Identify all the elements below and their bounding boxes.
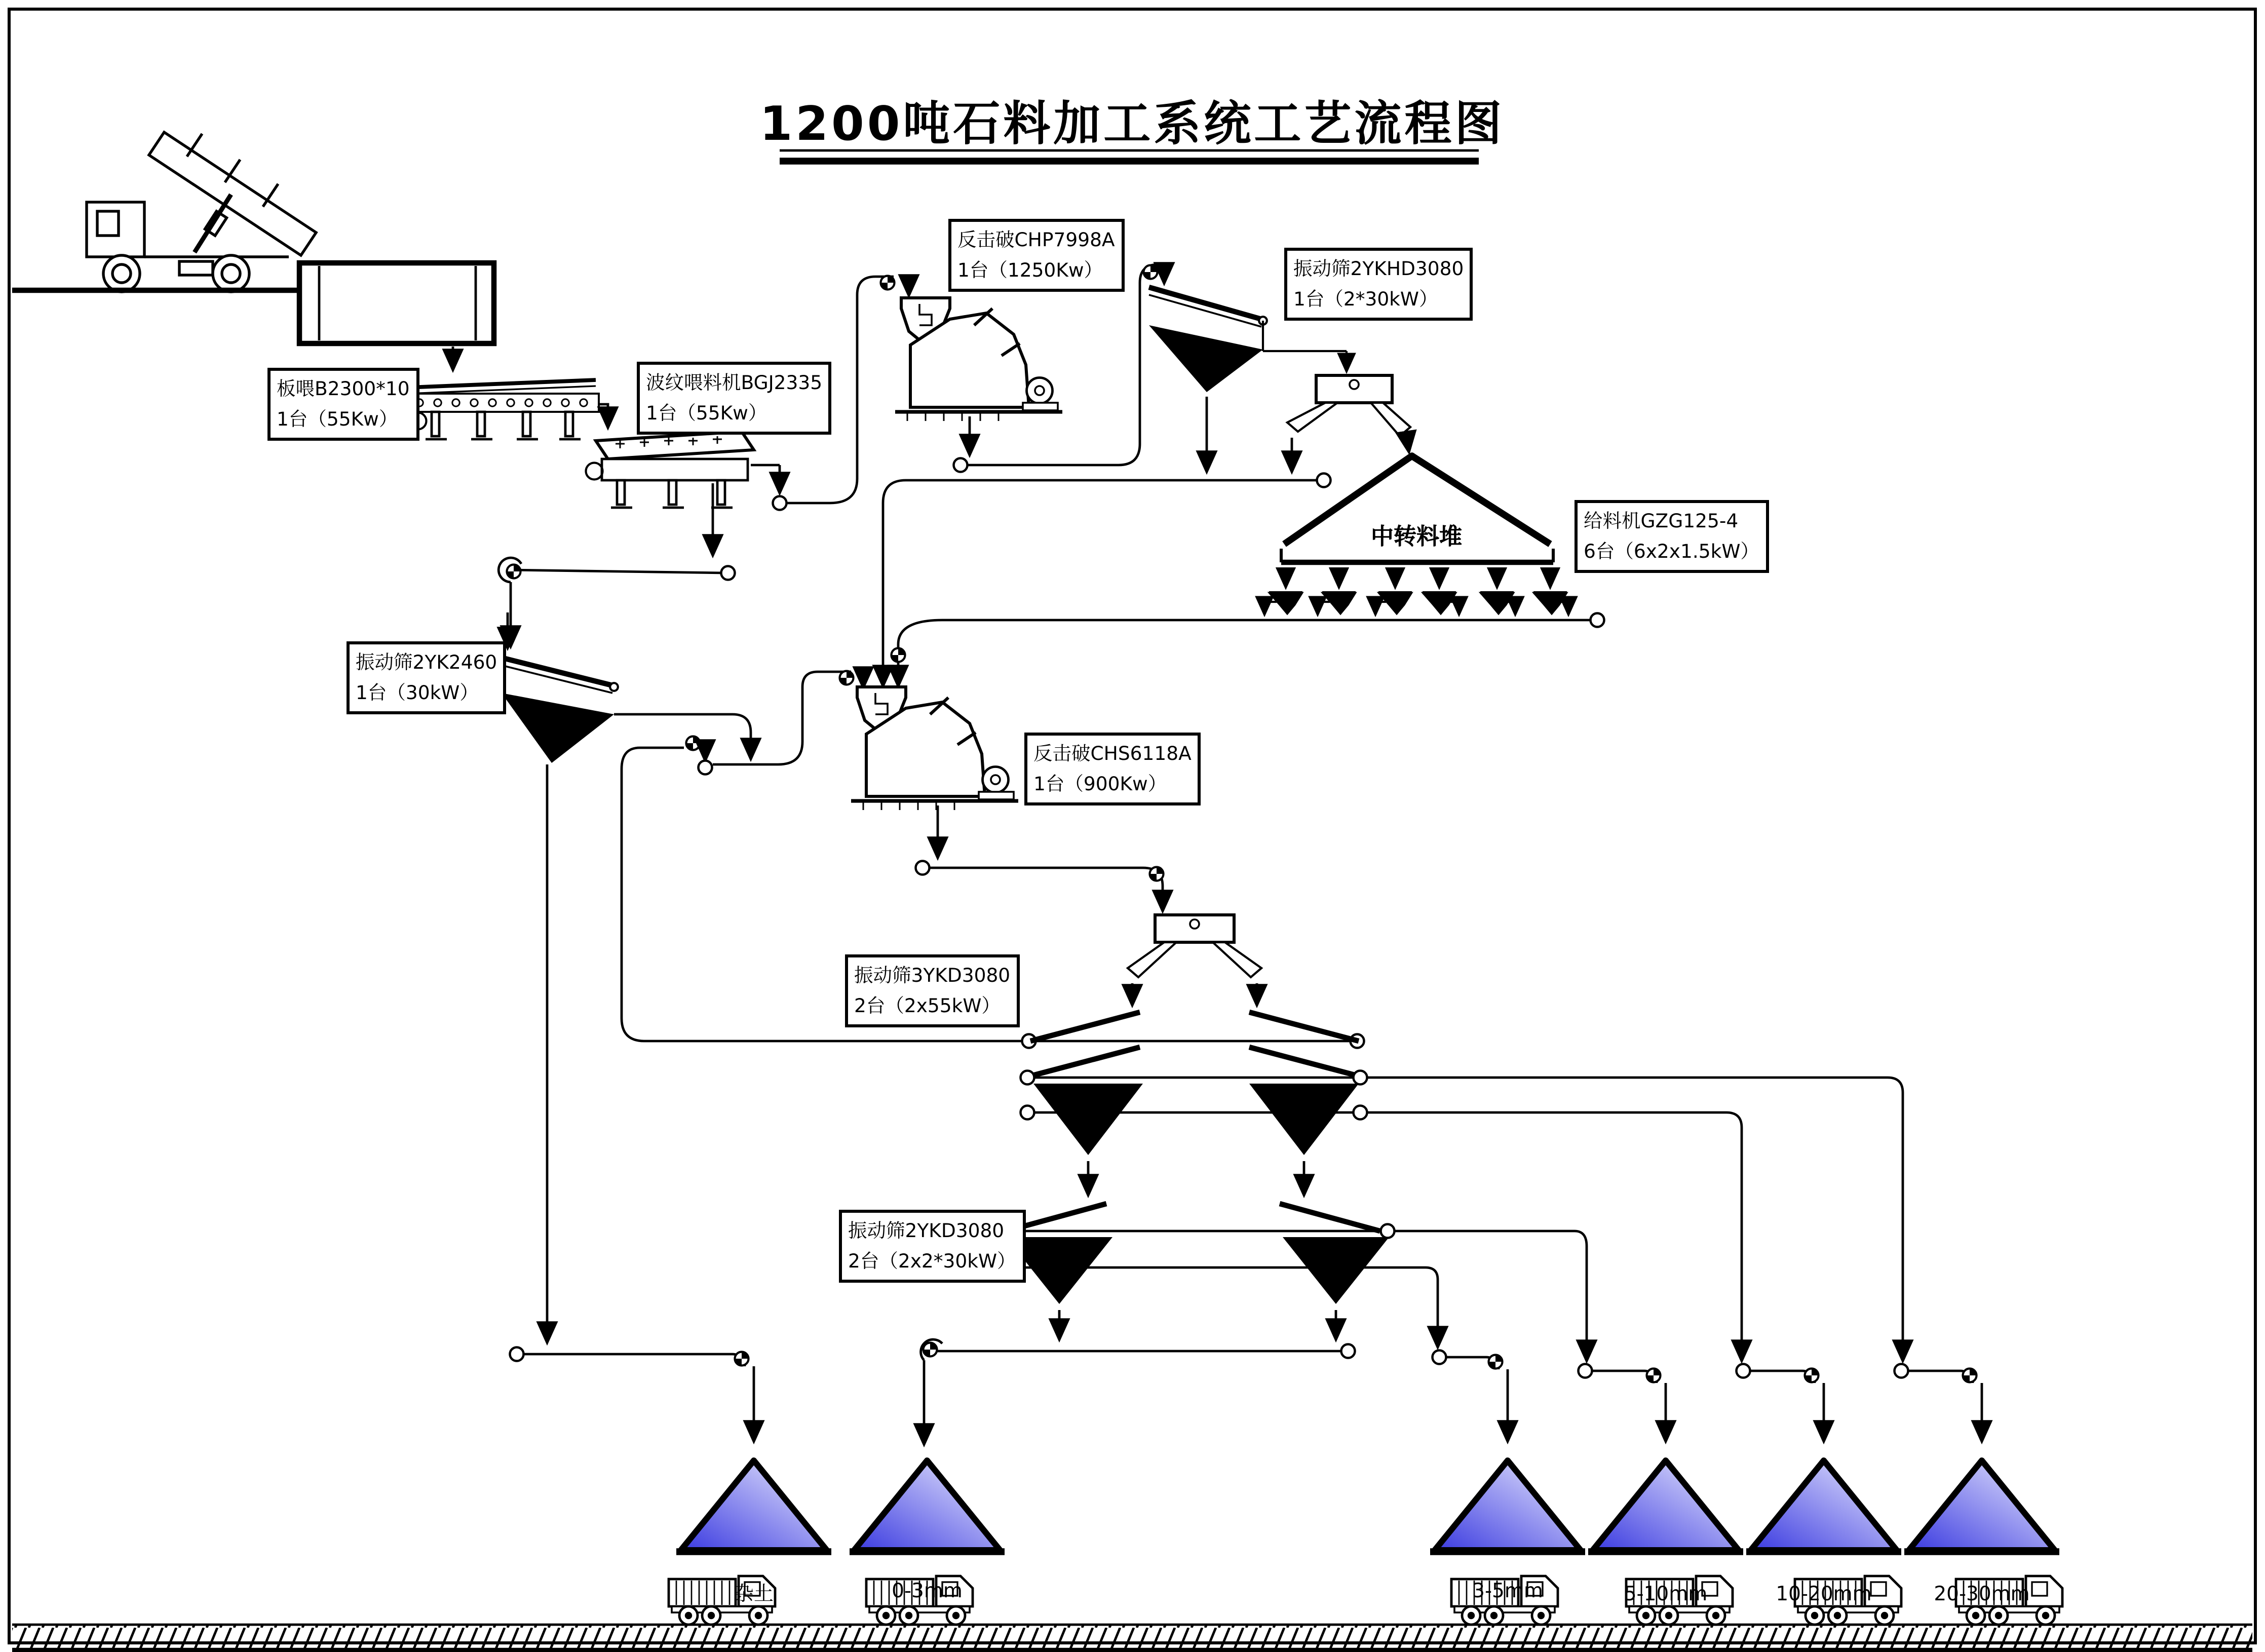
label-screen-3ykd3080: 振动筛3YKD3080 2台（2x55kW）: [845, 954, 1019, 1027]
label-screen-2ykhd3080: 振动筛2YKHD3080 1台（2*30kW）: [1284, 248, 1473, 321]
ground-band: [12, 1625, 2252, 1650]
pile-label-waste: 杂土: [734, 1584, 774, 1606]
label-impact-crusher-2: 反击破CHS6118A 1台（900Kw）: [1024, 733, 1201, 805]
screen-2yk2460-icon: [502, 612, 618, 763]
conveyor-20-30: [1895, 1364, 1982, 1441]
receiving-hopper-icon: [299, 263, 494, 343]
stockpile-0-3: [850, 1461, 1005, 1552]
conveyor-H2: [916, 861, 1164, 911]
conveyor-3-5: [1433, 1351, 1508, 1441]
line-to-20-30: [1021, 1071, 1903, 1361]
conveyor-A: [498, 558, 735, 646]
gzg-feeders: [1264, 568, 1568, 614]
impact-crusher-1-icon: [895, 298, 1062, 421]
label-screen-2yk2460: 振动筛2YK2460 1台（30kW）: [347, 641, 506, 714]
distributor-1-icon: [1287, 375, 1410, 471]
conveyor-0-3: [921, 1339, 1355, 1444]
label-plate-feeder: 板喂B2300*10 1台（55Kw）: [267, 368, 419, 441]
conveyor-5-10: [1579, 1364, 1666, 1441]
conveyor-E: [892, 613, 1604, 686]
stockpile-3-5: [1430, 1461, 1585, 1552]
dump-truck-icon: [87, 132, 316, 292]
pile-label-0-3: 0-3mm: [892, 1581, 963, 1603]
page-title: 1200吨石料加工系统工艺流程图: [759, 97, 1505, 152]
stockpile-5-10: [1588, 1461, 1743, 1552]
conveyor-waste: [510, 1348, 754, 1441]
plate-feeder-icon: [404, 380, 599, 439]
transfer-stockpile-label: 中转料堆: [1370, 523, 1462, 550]
page-border: [9, 9, 2255, 1643]
screens-3ykd3080-icon: [1030, 1012, 1359, 1195]
label-corrugated-feeder: 波纹喂料机BGJ2335 1台（55Kw）: [637, 362, 831, 435]
label-feeder-gzg: 给料机GZG125-4 6台（6x2x1.5kW）: [1575, 500, 1769, 573]
conveyor-10-20: [1737, 1364, 1824, 1441]
stockpile-waste: [676, 1461, 831, 1552]
distributor-2-icon: [1128, 915, 1261, 1005]
plate-to-corrugated-arrow: [599, 404, 608, 427]
stockpile-10-20: [1746, 1461, 1901, 1552]
conveyor-F: [883, 474, 1331, 686]
corrugated-feeder-icon: [586, 432, 754, 508]
label-screen-2ykd3080: 振动筛2YKD3080 2台（2x2*30kW）: [839, 1210, 1025, 1283]
pile-label-5-10: 5-10mm: [1624, 1584, 1708, 1606]
impact-crusher-2-icon: [851, 687, 1018, 810]
pile-label-10-20: 10-20mm: [1776, 1584, 1872, 1606]
pile-label-20-30: 20-30mm: [1934, 1584, 2030, 1606]
label-impact-crusher-1: 反击破CHP7998A 1台（1250Kw）: [948, 219, 1124, 292]
screens-2ykd3080-icon: [1006, 1204, 1389, 1339]
stockpile-20-30: [1904, 1461, 2059, 1552]
pile-label-3-5: 3-5mm: [1472, 1581, 1543, 1603]
